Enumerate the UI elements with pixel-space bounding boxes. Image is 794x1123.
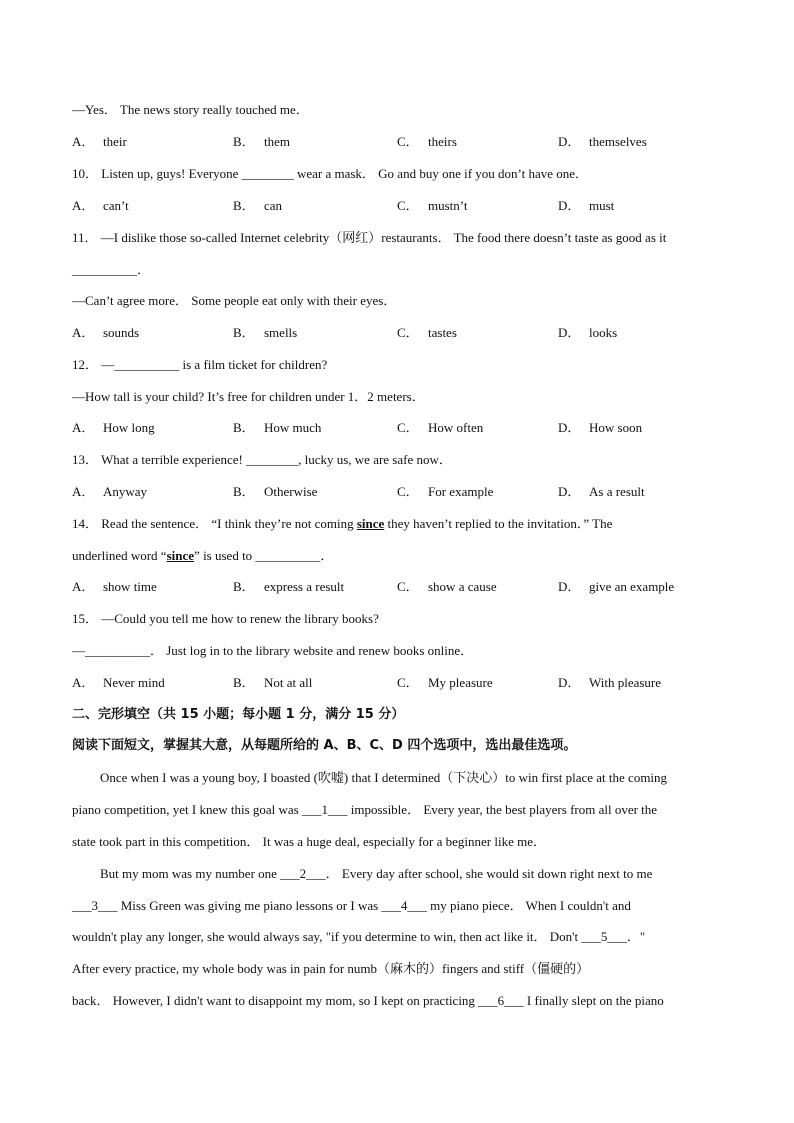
option-d[interactable]: D． give an example — [558, 579, 675, 594]
option-d[interactable]: D． must — [558, 198, 615, 213]
option-c[interactable]: C． tastes — [397, 325, 457, 340]
question-13-stem: 13． What a terrible experience! ________, lucky us, we are safe now． — [72, 452, 452, 467]
passage-line-2: piano competition, yet I knew this goal was ___1___ impossible． Every year, the best players from all over the — [72, 802, 658, 817]
question-12-options — [72, 420, 712, 436]
question-15-options — [72, 675, 712, 691]
option-d[interactable]: D． As a result — [558, 484, 645, 499]
option-d[interactable]: D． looks — [558, 325, 618, 340]
underlined-word: since — [166, 548, 195, 563]
option-c[interactable]: C． show a cause — [397, 579, 497, 594]
option-a[interactable]: A． their — [72, 134, 127, 149]
question-11-stem: 11． —I dislike those so-called Internet celebrity（网红）restaurants． The food there doesn’t taste as good as it — [72, 230, 667, 245]
question-10-stem: 10． Listen up, guys! Everyone ________ wear a mask． Go and buy one if you don’t have one． — [72, 166, 589, 181]
option-c[interactable]: C． For example — [397, 484, 494, 499]
option-b[interactable]: B． them — [233, 134, 290, 149]
passage-line-1: Once when I was a young boy, I boasted (吹嘘) that I determined（下决心）to win first place at the coming — [100, 770, 668, 785]
question-11-options — [72, 325, 712, 341]
passage-line-5: ___3___ Miss Green was giving me piano lessons or I was ___4___ my piano piece． When I couldn't and — [72, 898, 631, 913]
passage-line-6: wouldn't play any longer, she would always say, "if you determine to win, then act like it． Don't ___5___．" — [72, 929, 646, 944]
question-14-options — [72, 579, 712, 595]
question-12-reply: —How tall is your child? It’s free for children under 1．2 meters． — [72, 389, 425, 404]
option-b[interactable]: B． express a result — [233, 579, 345, 594]
passage-line-3: state took part in this competition． It was a huge deal, especially for a beginner like me． — [72, 834, 546, 849]
section-heading: 二、完形填空（共 15 小题；每小题 1 分，满分 15 分） — [72, 707, 405, 722]
option-c[interactable]: C． theirs — [397, 134, 457, 149]
option-a[interactable]: A． can’t — [72, 198, 129, 213]
option-a[interactable]: A． sounds — [72, 325, 140, 340]
question-13-options — [72, 484, 712, 500]
option-a[interactable]: A． Anyway — [72, 484, 148, 499]
option-d[interactable]: D． With pleasure — [558, 675, 662, 690]
question-15-reply: —__________． Just log in to the library website and renew books online． — [72, 643, 474, 658]
passage-line-4: But my mom was my number one ___2___． Every day after school, she would sit down right next to me — [100, 866, 653, 881]
option-c[interactable]: C． My pleasure — [397, 675, 493, 690]
question-12-stem: 12． —__________ is a film ticket for children? — [72, 357, 328, 372]
option-b[interactable]: B． Not at all — [233, 675, 313, 690]
option-b[interactable]: B． can — [233, 198, 283, 213]
option-d[interactable]: D． How soon — [558, 420, 643, 435]
option-b[interactable]: B． smells — [233, 325, 298, 340]
passage-line-8: back． However, I didn't want to disappoint my mom, so I kept on practicing ___6___ I finally slept on the piano — [72, 993, 664, 1008]
passage-line-7: After every practice, my whole body was in pain for numb（麻木的）fingers and stiff（僵硬的） — [72, 961, 590, 976]
option-a[interactable]: A． How long — [72, 420, 155, 435]
option-b[interactable]: B． How much — [233, 420, 322, 435]
option-c[interactable]: C． How often — [397, 420, 484, 435]
question-11-blank: __________． — [72, 262, 151, 277]
question-14-stem-cont: underlined word “since” is used to __________． — [72, 548, 334, 563]
option-c[interactable]: C． mustn’t — [397, 198, 468, 213]
option-d[interactable]: D． themselves — [558, 134, 647, 149]
question-14-stem: 14． Read the sentence． “I think they’re not coming since they haven’t replied to the invitation．” The — [72, 516, 613, 531]
section-instruction: 阅读下面短文，掌握其大意，从每题所给的 A、B、C、D 四个选项中，选出最佳选项。 — [72, 738, 577, 753]
question-9-answer-line: —Yes． The news story really touched me． — [72, 102, 309, 117]
option-a[interactable]: A． show time — [72, 579, 157, 594]
question-11-reply: —Can’t agree more． Some people eat only with their eyes． — [72, 293, 397, 308]
option-a[interactable]: A． Never mind — [72, 675, 165, 690]
question-15-stem: 15． —Could you tell me how to renew the library books? — [72, 611, 379, 626]
question-10-options — [72, 198, 712, 214]
option-b[interactable]: B． Otherwise — [233, 484, 318, 499]
question-9-options — [72, 134, 712, 150]
underlined-word: since — [356, 516, 385, 531]
